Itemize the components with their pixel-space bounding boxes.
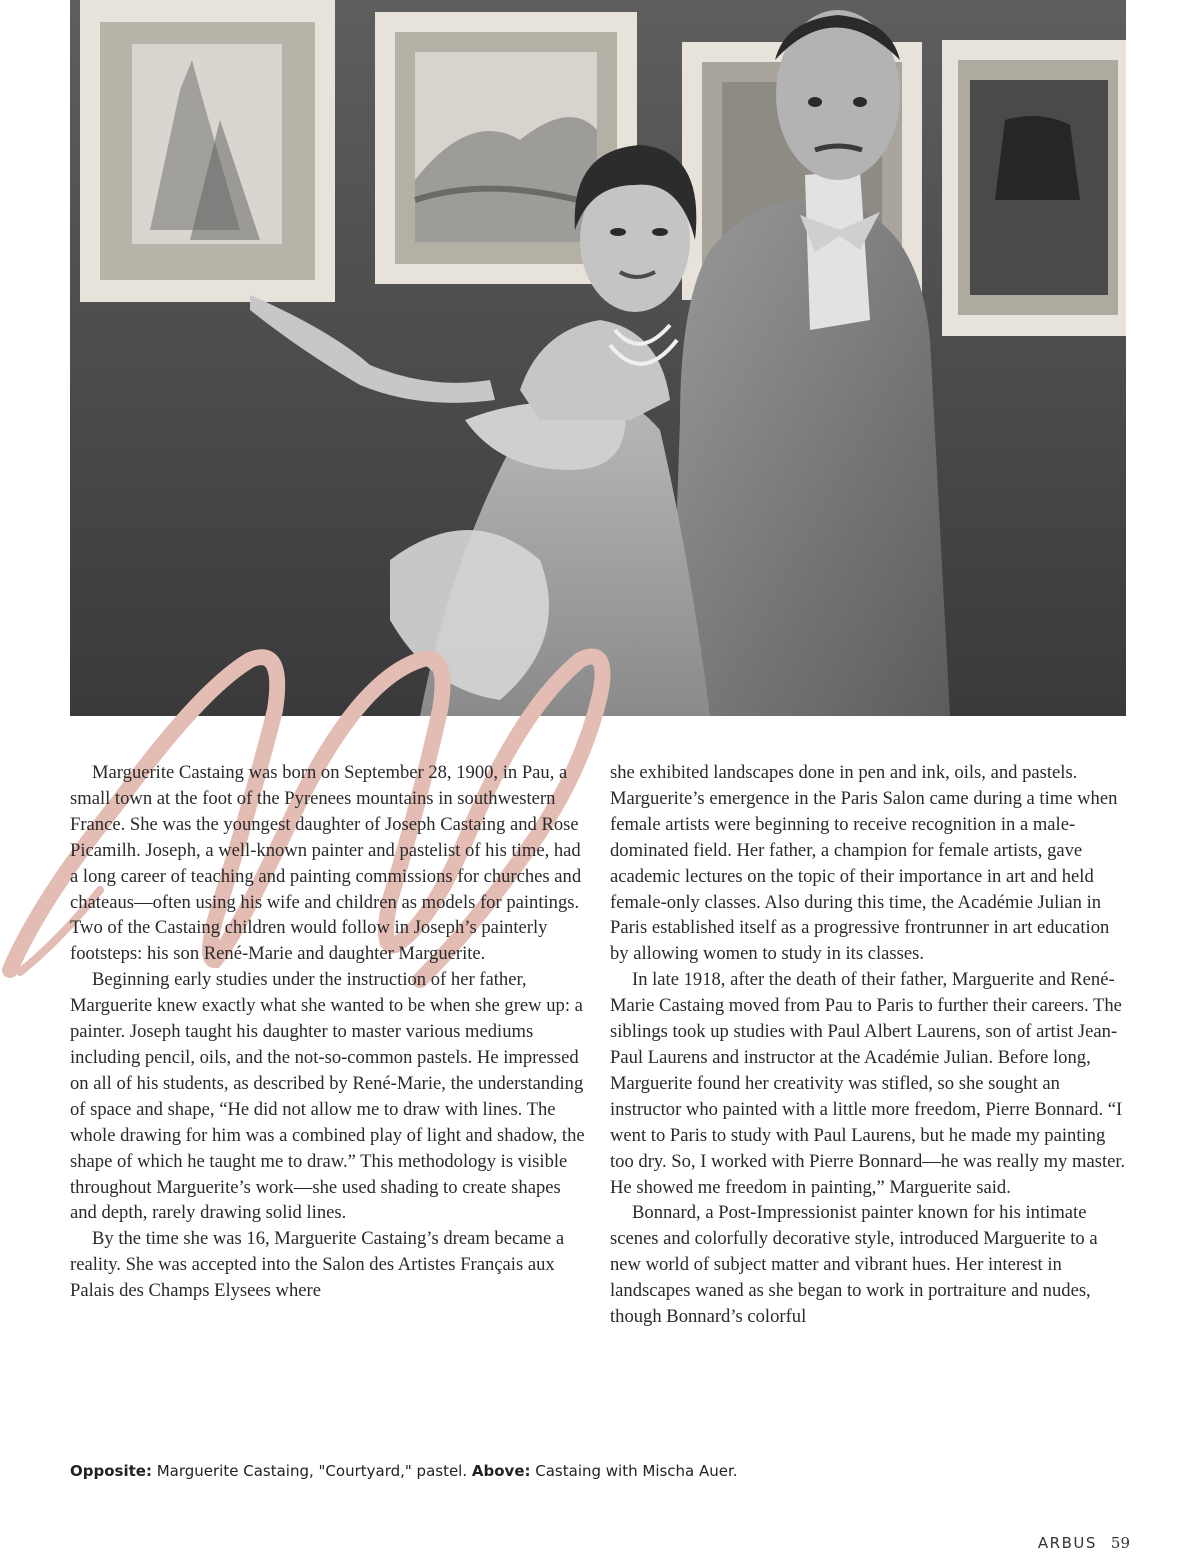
caption-text-opposite: Marguerite Castaing, "Courtyard," pastel. (151, 1462, 472, 1480)
photo-caption (70, 1462, 1130, 1480)
paragraph: By the time she was 16, Marguerite Castaing’s dream became a reality. She was accepted into the Salon des Artistes Français aux Palais des Champs Elysees where (70, 1228, 565, 1302)
caption-text-above: Castaing with Mischa Auer. (530, 1462, 738, 1480)
hero-photo (70, 0, 1126, 716)
page-number: 59 (1110, 1534, 1130, 1552)
paragraph: Marguerite Castaing was born on September 28, 1900, in Pau, a small town at the foot of the Pyrenees mountains in southwestern France. She was the youngest daughter of Joseph Castaing and Rose Picamilh. Joseph, a well-known painter and pastelist of his time, had a long career of teaching and painting commissions for churches and chateaus—often using his wife and children as models for paintings. Two of the Castaing children would follow in Joseph’s painterly footsteps: his son René-Marie and daughter Marguerite. (70, 762, 582, 965)
article-column-right (610, 760, 1126, 1330)
magazine-name: ARBUS (1037, 1534, 1097, 1552)
paragraph: Beginning early studies under the instruction of her father, Marguerite knew exactly what she wanted to be when she grew up: a painter. Joseph taught his daughter to master various mediums including pencil, oils, and the not-so-common pastels. He impressed on all of his students, as described by René-Marie, the understanding of space and shape, “He did not allow me to draw with lines. The whole drawing for him was a combined play of light and shadow, the shape of which he taught me to draw.” This methodology is visible throughout Marguerite’s work—she used shading to create shapes and depth, rarely drawing solid lines. (70, 969, 585, 1224)
paragraph: Bonnard, a Post-Impressionist painter known for his intimate scenes and colorfully decorative style, introduced Marguerite to a new world of subject matter and vibrant hues. Her interest in landscapes waned as she began to work in portraiture and nudes, though Bonnard’s colorful (610, 1202, 1098, 1328)
caption-label-opposite: Opposite: (70, 1462, 152, 1480)
framed-artwork-4 (942, 40, 1126, 336)
photo-illustration (70, 0, 1126, 716)
article-column-left (70, 760, 586, 1304)
paragraph: In late 1918, after the death of their father, Marguerite and René-Marie Castaing moved from Pau to Paris to further their careers. The siblings took up studies with Paul Albert Laurens, son of artist Jean-Paul Laurens and instructor at the Académie Julian. Before long, Marguerite found her creativity was stifled, so she sought an instructor who painted with a little more freedom, Pierre Bonnard. “I went to Paris to study with Paul Laurens, but he made my painting too dry. So, I worked with Pierre Bonnard—he was really my master. He showed me freedom in painting,” Marguerite said. (610, 969, 1126, 1198)
paragraph: she exhibited landscapes done in pen and ink, oils, and pastels. Marguerite’s emergence in the Paris Salon came during a time when female artists were beginning to receive recognition in a male-dominated field. Her father, a champion for female artists, gave academic lectures on the topic of their importance in art and held female-only classes. Also during this time, the Académie Julian in Paris established itself as a progressive frontrunner in art education by allowing women to study in its classes. (610, 762, 1118, 965)
page-folio (1038, 1534, 1130, 1552)
framed-artwork-1 (80, 0, 335, 302)
caption-label-above: Above: (471, 1462, 531, 1480)
